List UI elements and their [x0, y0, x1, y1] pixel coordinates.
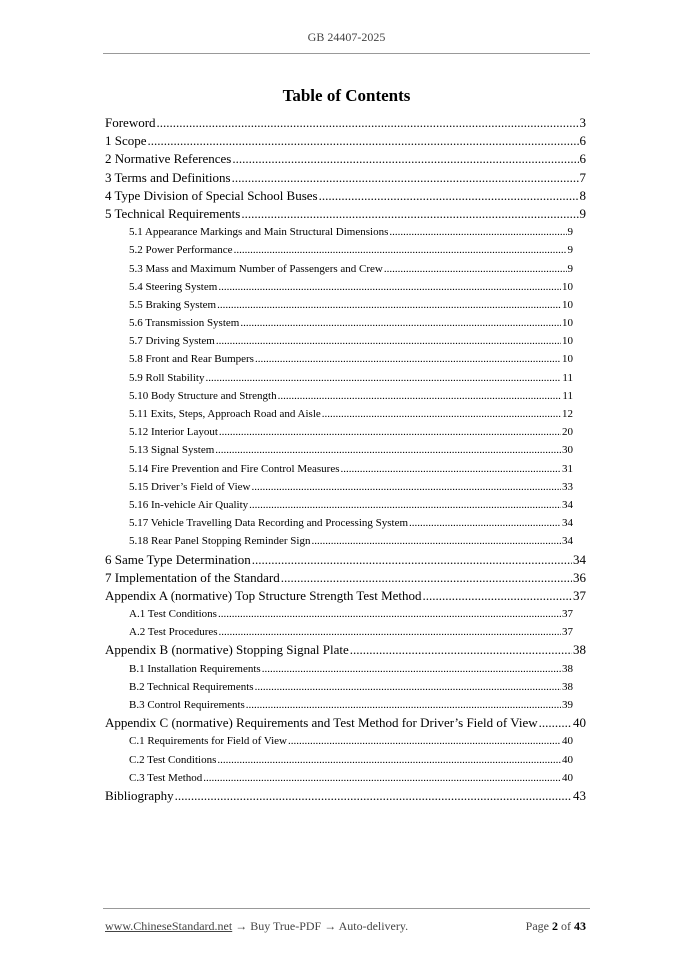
dot-leader — [423, 587, 572, 605]
toc-subentry[interactable] — [105, 496, 586, 514]
toc-entry-title: Foreword — [105, 115, 156, 130]
toc-subentry[interactable] — [105, 223, 586, 241]
toc-subentry[interactable] — [105, 278, 586, 296]
toc-entry-title: 5.6 Transmission System — [129, 317, 240, 330]
dot-leader — [157, 114, 579, 132]
toc-entry-title: B.2 Technical Requirements — [129, 680, 254, 693]
toc-subentry[interactable] — [105, 751, 586, 769]
dot-leader — [216, 332, 561, 350]
toc-entry-page: 34 — [562, 517, 573, 530]
toc-subentry[interactable] — [105, 514, 586, 532]
website-link[interactable]: www.ChineseStandard.net — [105, 919, 233, 933]
toc-entry-title: 5.2 Power Performance — [129, 244, 233, 257]
dot-leader — [322, 405, 561, 423]
page-title: Table of Contents — [282, 86, 411, 105]
toc-entry-page: 34 — [573, 551, 586, 567]
toc-entry-title: 5.5 Braking System — [129, 298, 217, 311]
toc-entry-page: 33 — [562, 480, 573, 493]
toc-subentry[interactable] — [105, 241, 586, 259]
table-of-contents — [105, 114, 586, 805]
toc-subentry[interactable] — [105, 350, 586, 368]
dot-leader — [409, 514, 561, 532]
dot-leader — [341, 460, 562, 478]
toc-entry[interactable] — [105, 132, 586, 150]
dot-leader — [350, 641, 572, 659]
toc-entry-page: 12 — [562, 408, 573, 420]
dot-leader — [255, 350, 561, 368]
footer-tagline: → Buy True-PDF → Auto-delivery. — [232, 919, 409, 933]
toc-entry-page: 38 — [573, 642, 586, 658]
toc-entry-title: 6 Same Type Determination — [105, 551, 251, 567]
toc-subentry[interactable] — [105, 460, 586, 478]
dot-leader — [218, 278, 561, 296]
toc-entry-title: 5.4 Steering System — [129, 280, 218, 293]
dot-leader — [288, 732, 561, 750]
toc-entry-page: 40 — [562, 771, 573, 784]
toc-entry-page: 34 — [562, 535, 573, 548]
toc-entry-page: 40 — [573, 715, 586, 731]
toc-entry-title: 5.12 Interior Layout — [129, 426, 218, 439]
page-of: of — [558, 919, 574, 933]
toc-entry-title: 5.11 Exits, Steps, Approach Road and Aisle — [129, 408, 321, 420]
toc-entry[interactable] — [105, 114, 586, 132]
dot-leader — [232, 150, 578, 168]
toc-entry-page: 11 — [562, 371, 573, 384]
toc-entry-page: 6 — [579, 133, 586, 149]
page-number — [526, 919, 586, 934]
toc-entry-page: 10 — [562, 353, 573, 366]
toc-entry-page: 9 — [579, 205, 586, 221]
toc-subentry[interactable] — [105, 678, 586, 696]
toc-subentry[interactable] — [105, 605, 586, 623]
toc-entry[interactable] — [105, 205, 586, 223]
toc-entry[interactable] — [105, 787, 586, 805]
toc-entry-title: 5.18 Rear Panel Stopping Reminder Sign — [129, 535, 311, 548]
toc-entry-page: 10 — [562, 298, 573, 311]
toc-entry-title: 5.13 Signal System — [129, 444, 215, 457]
dot-leader — [384, 260, 567, 278]
toc-entry-title: 5.7 Driving System — [129, 335, 215, 348]
toc-entry-title: C.1 Requirements for Field of View — [129, 735, 288, 748]
toc-entry-page: 40 — [562, 735, 573, 748]
toc-entry-page: 10 — [562, 317, 573, 330]
toc-subentry[interactable] — [105, 405, 586, 423]
toc-entry-page: 37 — [573, 587, 586, 603]
toc-entry-title: 5.9 Roll Stability — [129, 371, 205, 384]
dot-leader — [205, 369, 561, 387]
toc-entry-title: B.3 Control Requirements — [129, 699, 245, 711]
dot-leader — [389, 223, 566, 241]
toc-subentry[interactable] — [105, 696, 586, 714]
footer-divider — [103, 908, 590, 909]
dot-leader — [278, 387, 562, 405]
toc-subentry[interactable] — [105, 314, 586, 332]
toc-entry-title: 5.10 Body Structure and Strength — [129, 389, 277, 402]
dot-leader — [218, 605, 561, 623]
toc-entry[interactable] — [105, 714, 586, 732]
toc-entry-title: Appendix A (normative) Top Structure Strength Test Method — [105, 587, 422, 603]
toc-entry-title: 1 Scope — [105, 133, 147, 149]
toc-entry[interactable] — [105, 551, 586, 569]
toc-entry-title: 5.16 In-vehicle Air Quality — [129, 498, 249, 511]
toc-entry-title: 5.3 Mass and Maximum Number of Passengers and Crew — [129, 262, 383, 275]
page-prefix: Page — [525, 919, 552, 933]
toc-entry-page: 37 — [562, 626, 573, 639]
dot-leader — [203, 769, 561, 787]
dot-leader — [311, 532, 561, 550]
dot-leader — [175, 787, 572, 805]
standard-code: GB 24407-2025 — [307, 30, 386, 44]
toc-entry-page: 36 — [573, 569, 586, 585]
toc-entry-title: C.2 Test Conditions — [129, 753, 217, 766]
toc-subentry[interactable] — [105, 769, 586, 787]
toc-entry-title: Appendix B (normative) Stopping Signal Plate — [105, 642, 349, 658]
toc-subentry[interactable] — [105, 423, 586, 441]
toc-entry-page: 10 — [562, 280, 573, 293]
toc-entry-page: 7 — [579, 169, 586, 185]
toc-entry-page: 43 — [573, 787, 586, 803]
toc-entry-page: 3 — [579, 115, 586, 130]
footer-promo — [105, 919, 408, 934]
toc-entry[interactable] — [105, 587, 586, 605]
toc-entry-page: 10 — [562, 335, 573, 348]
toc-entry[interactable] — [105, 569, 586, 587]
toc-subentry[interactable] — [105, 478, 586, 496]
toc-entry[interactable] — [105, 641, 586, 659]
toc-subentry[interactable] — [105, 332, 586, 350]
toc-entry-title: A.1 Test Conditions — [129, 608, 217, 621]
toc-entry-page: 20 — [562, 426, 573, 439]
toc-entry-title: 2 Normative References — [105, 151, 232, 167]
dot-leader — [262, 660, 561, 678]
toc-entry-page: 6 — [579, 151, 586, 167]
toc-entry-page: 9 — [567, 226, 573, 239]
page-total: 43 — [574, 919, 586, 933]
toc-entry-page: 11 — [562, 389, 573, 402]
toc-entry-title: C.3 Test Method — [129, 771, 203, 784]
toc-entry-page: 34 — [562, 498, 573, 511]
toc-entry-page: 38 — [562, 680, 573, 693]
dot-leader — [240, 314, 561, 332]
toc-subentry[interactable] — [105, 623, 586, 641]
toc-entry-title: 5.15 Driver’s Field of View — [129, 480, 251, 493]
dot-leader — [252, 551, 572, 569]
toc-entry-title: Bibliography — [105, 787, 174, 803]
dot-leader — [319, 187, 579, 205]
toc-entry-title: 7 Implementation of the Standard — [105, 569, 280, 585]
page-header — [0, 30, 693, 45]
header-divider — [103, 53, 590, 54]
dot-leader — [241, 205, 578, 223]
dot-leader — [251, 478, 561, 496]
toc-entry-page: 39 — [562, 699, 573, 711]
toc-entry-page: 9 — [567, 262, 573, 275]
toc-subentry[interactable] — [105, 660, 586, 678]
dot-leader — [246, 696, 561, 714]
dot-leader — [249, 496, 561, 514]
toc-entry-title: 5.1 Appearance Markings and Main Structural Dimensions — [129, 226, 389, 239]
toc-entry-title: 3 Terms and Definitions — [105, 169, 231, 185]
toc-entry[interactable] — [105, 169, 586, 187]
dot-leader — [232, 169, 579, 187]
dot-leader — [217, 296, 561, 314]
dot-leader — [539, 714, 572, 732]
dot-leader — [148, 132, 579, 150]
toc-entry-page: 37 — [562, 608, 573, 621]
toc-subentry[interactable] — [105, 441, 586, 459]
page-current: 2 — [552, 919, 558, 933]
toc-subentry[interactable] — [105, 387, 586, 405]
toc-entry-title: 5.17 Vehicle Travelling Data Recording and Processing System — [129, 517, 409, 530]
toc-entry-title: 5 Technical Requirements — [105, 205, 241, 221]
toc-entry-title: A.2 Test Procedures — [129, 626, 218, 639]
toc-entry-title: 5.8 Front and Rear Bumpers — [129, 353, 254, 366]
dot-leader — [234, 241, 567, 259]
toc-entry-page: 38 — [562, 662, 573, 675]
toc-entry[interactable] — [105, 187, 586, 205]
toc-entry-title: 4 Type Division of Special School Buses — [105, 187, 318, 203]
dot-leader — [281, 569, 572, 587]
toc-entry-page: 8 — [579, 187, 586, 203]
toc-subentry[interactable] — [105, 369, 586, 387]
toc-entry-page: 31 — [562, 462, 573, 475]
dot-leader — [219, 623, 561, 641]
dot-leader — [217, 751, 561, 769]
toc-subentry[interactable] — [105, 296, 586, 314]
toc-entry-title: 5.14 Fire Prevention and Fire Control Measures — [129, 462, 340, 475]
toc-entry-title: B.1 Installation Requirements — [129, 662, 261, 675]
toc-subentry[interactable] — [105, 260, 586, 278]
dot-leader — [215, 441, 561, 459]
toc-subentry[interactable] — [105, 532, 586, 550]
dot-leader — [219, 423, 561, 441]
dot-leader — [255, 678, 561, 696]
toc-entry-page: 40 — [562, 753, 573, 766]
toc-entry-page: 30 — [562, 444, 573, 457]
toc-entry-title: Appendix C (normative) Requirements and Test Method for Driver’s Field of View — [105, 715, 538, 731]
toc-subentry[interactable] — [105, 732, 586, 750]
toc-entry-page: 9 — [567, 244, 573, 257]
toc-entry[interactable] — [105, 150, 586, 168]
